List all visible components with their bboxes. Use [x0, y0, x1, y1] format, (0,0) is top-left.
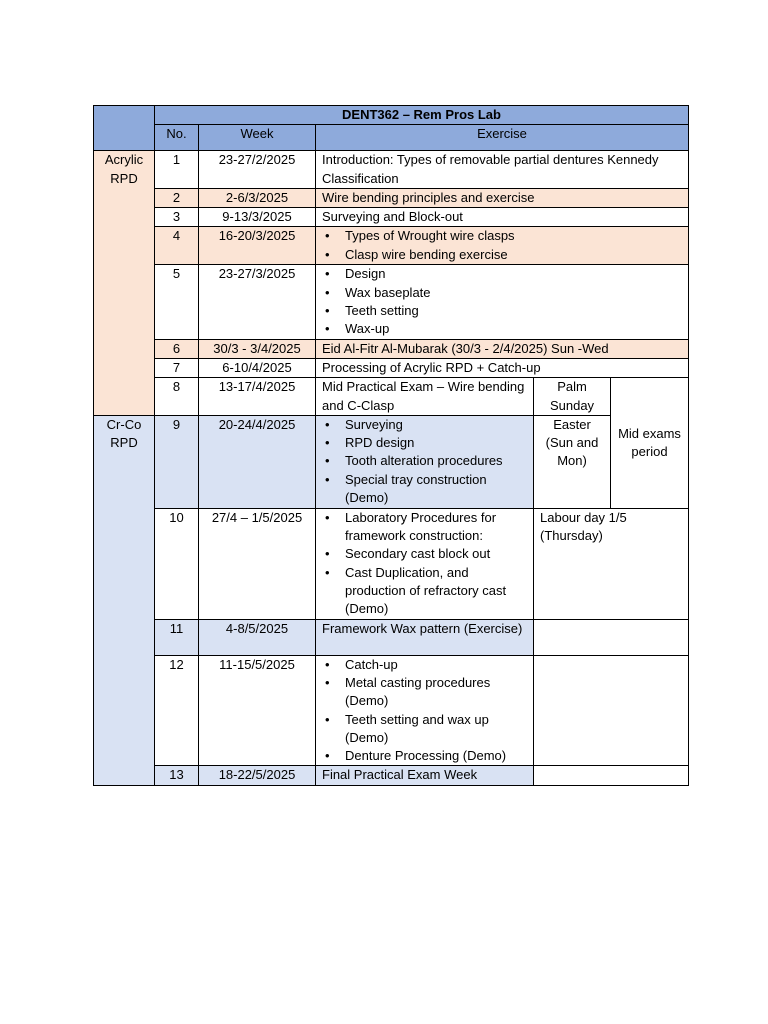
row-no: 9: [155, 415, 199, 508]
bullet-list: [322, 509, 527, 619]
header-no: No.: [155, 125, 199, 151]
bullet-item: • Catch-up: [322, 656, 527, 674]
row-week: 16-20/3/2025: [199, 227, 316, 265]
corner-cell: [94, 106, 155, 151]
row-week: 23-27/2/2025: [199, 151, 316, 189]
bullet-item: • Clasp wire bending exercise: [322, 246, 682, 264]
bullet-list: [322, 265, 682, 338]
row-exercise: Final Practical Exam Week: [316, 766, 534, 785]
row-no: 5: [155, 265, 199, 339]
row-exercise: [316, 415, 534, 508]
row-exercise: Framework Wax pattern (Exercise): [316, 619, 534, 655]
row-exercise: Wire bending principles and exercise: [316, 188, 689, 207]
row-no: 12: [155, 655, 199, 766]
row-week: 11-15/5/2025: [199, 655, 316, 766]
row-exercise: [316, 655, 534, 766]
row-week: 13-17/4/2025: [199, 378, 316, 416]
row-exercise: Surveying and Block-out: [316, 208, 689, 227]
row-no: 8: [155, 378, 199, 416]
row-week: 30/3 - 3/4/2025: [199, 339, 316, 358]
bullet-item: • Tooth alteration procedures: [322, 452, 527, 470]
row-exercise: Eid Al-Fitr Al-Mubarak (30/3 - 2/4/2025) Sun -Wed: [316, 339, 689, 358]
table-title: DENT362 – Rem Pros Lab: [155, 106, 689, 125]
row-note: [534, 655, 689, 766]
schedule-table: [93, 105, 689, 786]
bullet-item: • Design: [322, 265, 682, 283]
group-acrylic-rpd: Acrylic RPD: [94, 151, 155, 416]
header-exercise: Exercise: [316, 125, 689, 151]
row-note: [534, 619, 689, 655]
bullet-item: • Denture Processing (Demo): [322, 747, 527, 765]
row-no: 11: [155, 619, 199, 655]
bullet-list: [322, 416, 527, 507]
row-week: 20-24/4/2025: [199, 415, 316, 508]
row-exercise: [316, 227, 689, 265]
bullet-list: [322, 656, 527, 766]
group-crco-rpd: Cr-Co RPD: [94, 415, 155, 785]
row-no: 3: [155, 208, 199, 227]
bullet-item: • Special tray construction (Demo): [322, 471, 527, 508]
header-week: Week: [199, 125, 316, 151]
bullet-item: • Teeth setting and wax up (Demo): [322, 711, 527, 748]
bullet-item: • Wax baseplate: [322, 284, 682, 302]
row-no: 4: [155, 227, 199, 265]
bullet-list: [322, 227, 682, 264]
mid-exams-period: Mid exams period: [611, 378, 689, 509]
row-no: 7: [155, 358, 199, 377]
row-no: 1: [155, 151, 199, 189]
row-no: 10: [155, 508, 199, 619]
bullet-item: • Secondary cast block out: [322, 545, 527, 563]
bullet-item: • Wax-up: [322, 320, 682, 338]
row-exercise: [316, 508, 534, 619]
bullet-item: • Teeth setting: [322, 302, 682, 320]
row-exercise: [316, 265, 689, 339]
row-week: 6-10/4/2025: [199, 358, 316, 377]
row-no: 2: [155, 188, 199, 207]
bullet-item: • Types of Wrought wire clasps: [322, 227, 682, 245]
row-no: 13: [155, 766, 199, 785]
row-exercise: Introduction: Types of removable partial dentures Kennedy Classification: [316, 151, 689, 189]
row-note: [534, 766, 689, 785]
bullet-item: • Cast Duplication, and production of refractory cast (Demo): [322, 564, 527, 619]
row-week: 4-8/5/2025: [199, 619, 316, 655]
row-no: 6: [155, 339, 199, 358]
bullet-item: • RPD design: [322, 434, 527, 452]
row-note: Easter (Sun and Mon): [534, 415, 611, 508]
row-week: 18-22/5/2025: [199, 766, 316, 785]
row-exercise: Processing of Acrylic RPD + Catch-up: [316, 358, 689, 377]
bullet-item: • Laboratory Procedures for framework construction:: [322, 509, 527, 546]
row-week: 9-13/3/2025: [199, 208, 316, 227]
row-week: 2-6/3/2025: [199, 188, 316, 207]
bullet-item: • Metal casting procedures (Demo): [322, 674, 527, 711]
row-week: 23-27/3/2025: [199, 265, 316, 339]
bullet-item: • Surveying: [322, 416, 527, 434]
row-note: Labour day 1/5 (Thursday): [534, 508, 689, 619]
row-week: 27/4 – 1/5/2025: [199, 508, 316, 619]
row-exercise: Mid Practical Exam – Wire bending and C-Clasp: [316, 378, 534, 416]
row-note: Palm Sunday: [534, 378, 611, 416]
